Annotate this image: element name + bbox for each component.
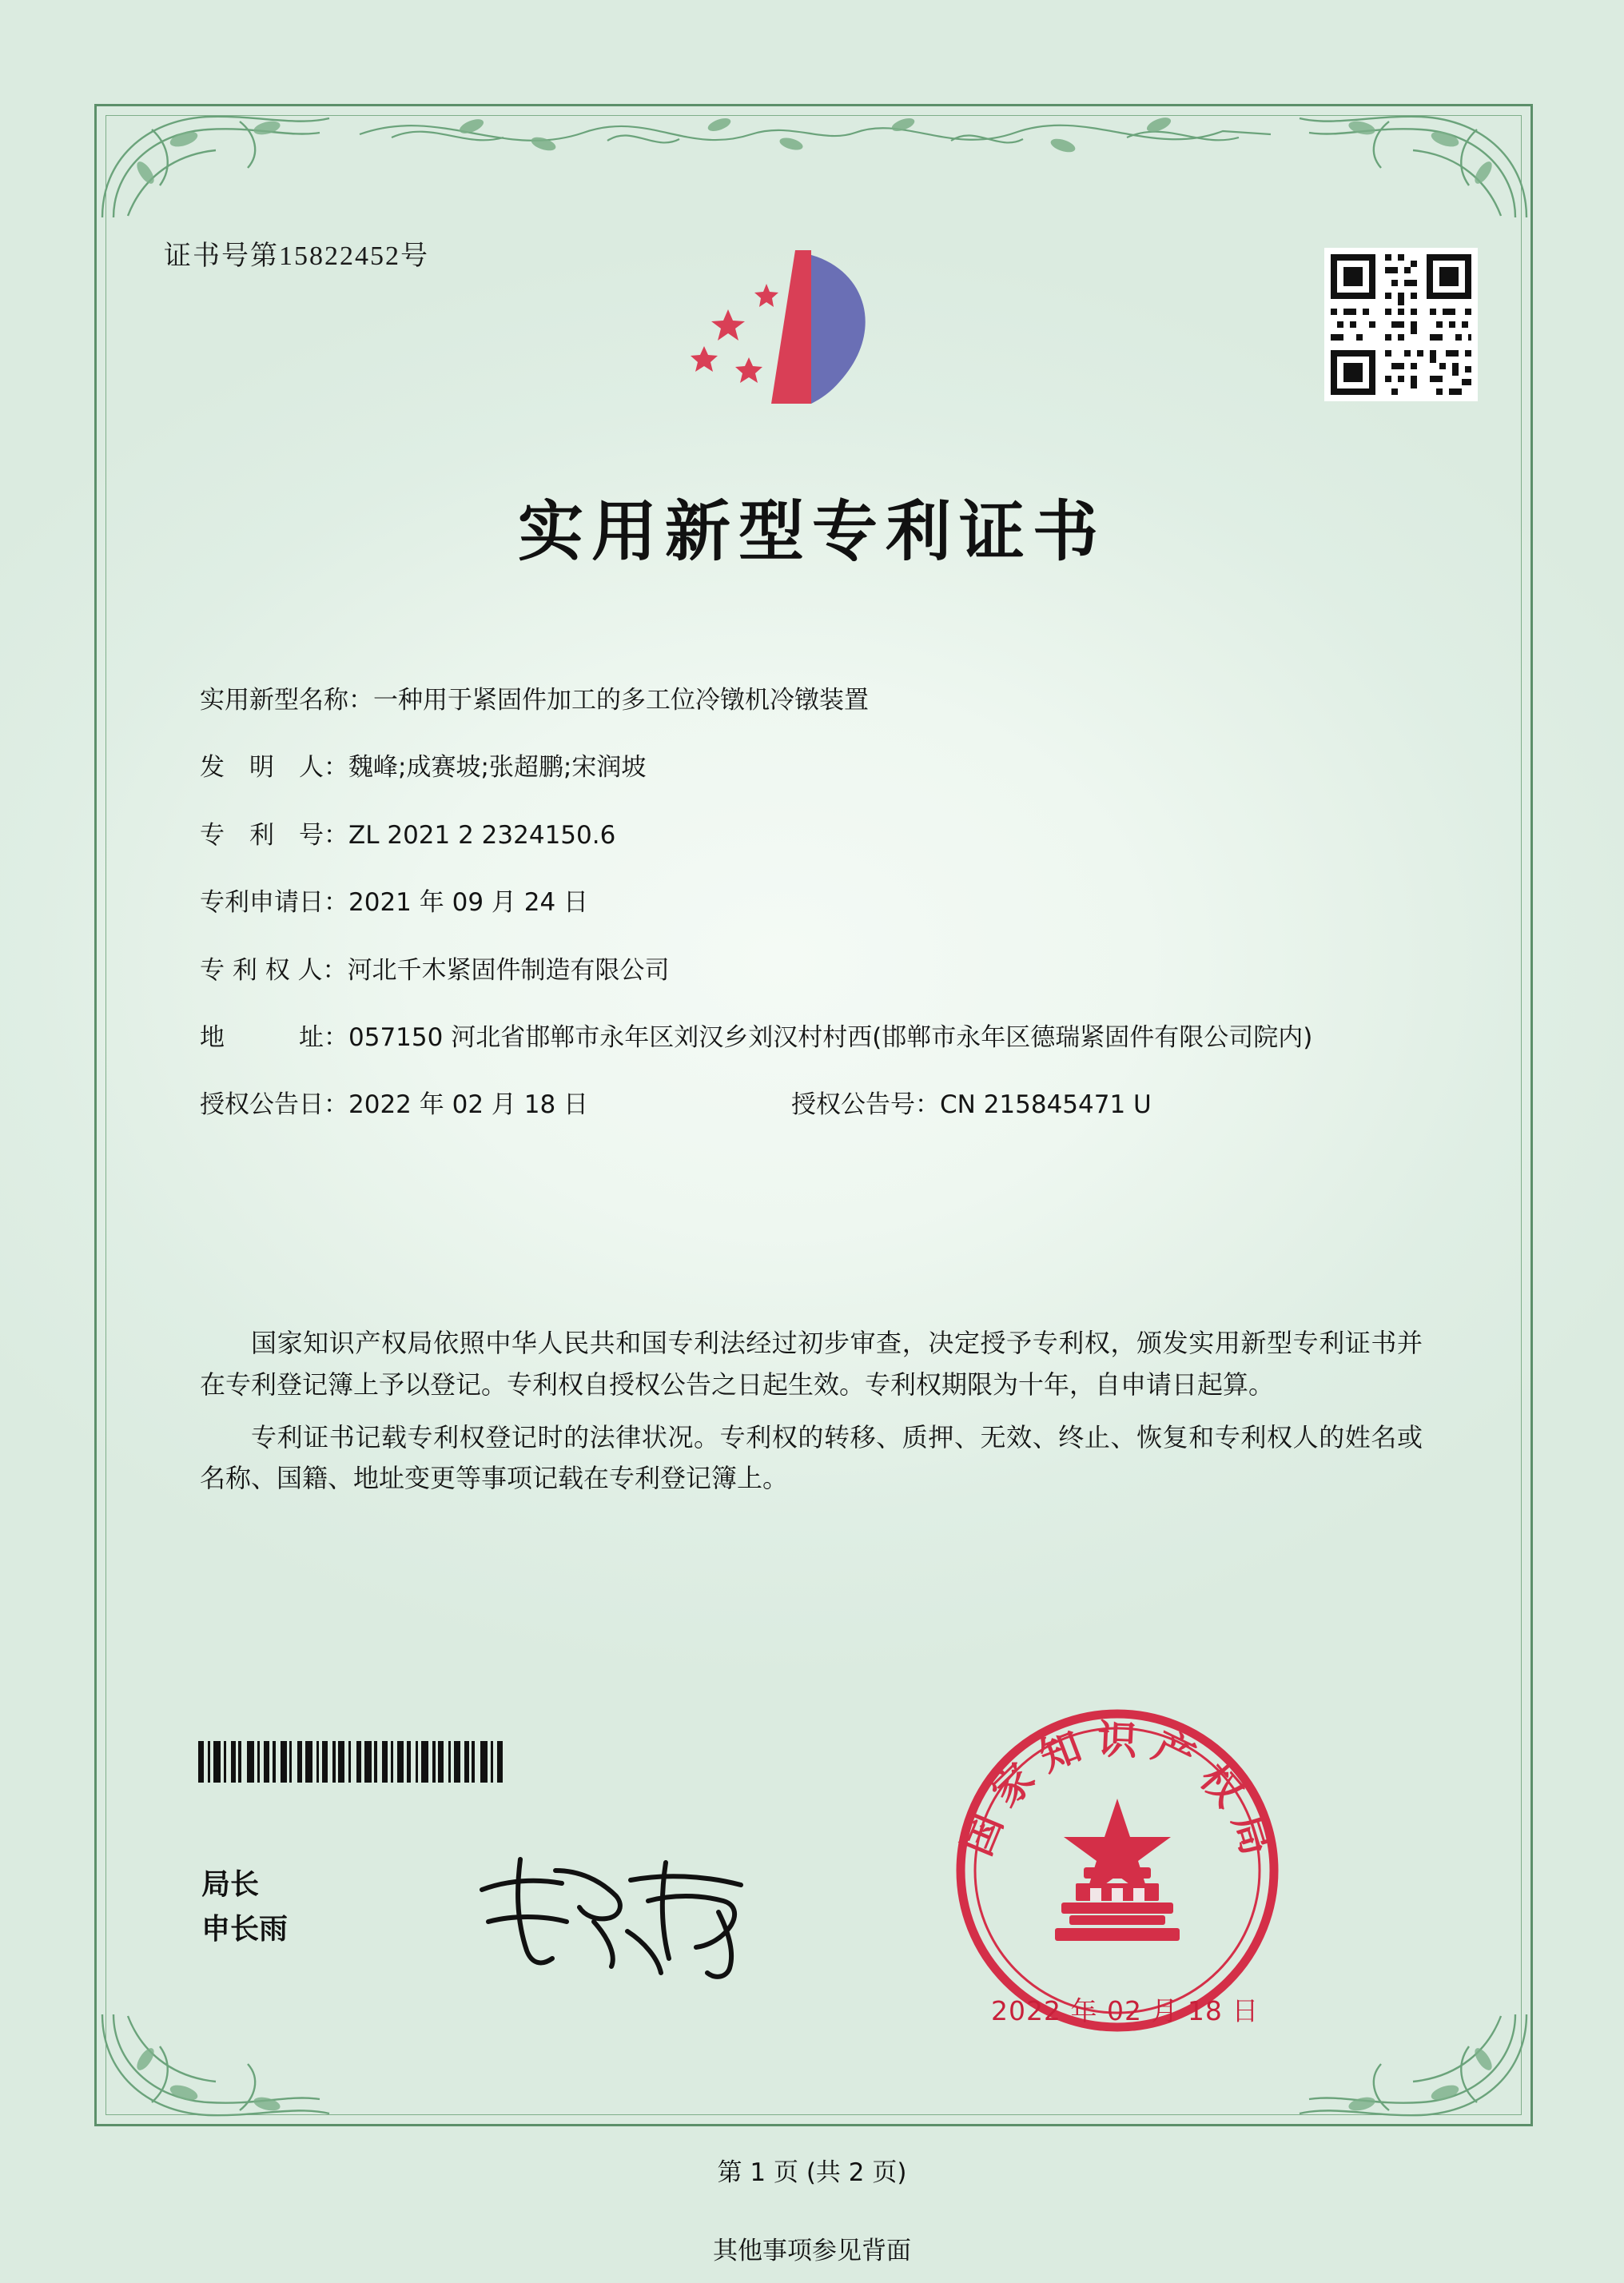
- grant-number-group: [791, 1088, 1447, 1122]
- page-title: 实用新型专利证书: [517, 494, 1106, 570]
- field-row-grant: [200, 1088, 1447, 1122]
- cnipa-logo-icon: [675, 236, 931, 428]
- grant-date-group: [200, 1088, 791, 1122]
- field-label: 授权公告号：: [791, 1090, 940, 1120]
- field-row-application-date: [200, 886, 1447, 920]
- field-row-inventors: [200, 751, 1447, 785]
- barcode-icon: [198, 1741, 630, 1783]
- paragraph: 专利证书记载专利权登记时的法律状况。专利权的转移、质押、无效、终止、恢复和专利权人的姓名或名称、国籍、地址变更等事项记载在专利登记簿上。: [200, 1421, 1423, 1494]
- official-red-seal-icon: [949, 1703, 1285, 2038]
- field-value: ZL 2021 2 2324150.6: [348, 820, 616, 850]
- field-label: 专 利 号：: [200, 820, 348, 850]
- page-number: 第 1 页 (共 2 页): [717, 2158, 907, 2187]
- field-value: 河北千木紧固件制造有限公司: [347, 955, 670, 985]
- field-label: 发 明 人：: [200, 753, 348, 783]
- field-value: CN 215845471 U: [940, 1090, 1152, 1120]
- field-label: 授权公告日：: [200, 1090, 348, 1120]
- handwritten-signature-icon: [460, 1839, 795, 1982]
- field-label: 专 利 权 人：: [200, 955, 348, 985]
- field-row-patentee: [200, 954, 1447, 988]
- paragraph: 国家知识产权局依照中华人民共和国专利法经过初步审查，决定授予专利权，颁发实用新型专利证书并在专利登记簿上予以登记。专利权自授权公告之日起生效。专利权期限为十年，自申请日起算。: [200, 1328, 1423, 1400]
- field-value: 魏峰;成赛坡;张超鹏;宋润坡: [348, 753, 647, 783]
- director-block: [201, 1863, 288, 1952]
- footer-note: 其他事项参见背面: [713, 2237, 911, 2265]
- field-label: 专利申请日：: [200, 888, 348, 918]
- qr-code-icon: [1324, 248, 1478, 401]
- field-row-patent-number: [200, 819, 1447, 853]
- certificate-number: 证书号第15822452号: [164, 241, 429, 271]
- svg-text:国家知识产权局: 国家知识产权局: [953, 1715, 1284, 1873]
- field-value: 057150 河北省邯郸市永年区刘汉乡刘汉村村西(邯郸市永年区德瑞紧固件有限公司院内): [348, 1022, 1313, 1052]
- field-label: 实用新型名称：: [200, 686, 373, 715]
- field-row-name: [200, 683, 1447, 718]
- fields-block: [200, 683, 1447, 1156]
- field-row-address: [200, 1021, 1447, 1055]
- director-label: 局长: [201, 1868, 260, 1901]
- director-name: 申长雨: [201, 1912, 289, 1946]
- field-value: 一种用于紧固件加工的多工位冷镦机冷镦装置: [373, 686, 869, 715]
- field-label: 地 址：: [200, 1022, 348, 1052]
- legal-text-block: [200, 1323, 1423, 1511]
- field-value: 2021 年 09 月 24 日: [348, 888, 589, 918]
- seal-date: 2022 年 02 月 18 日: [991, 1995, 1260, 2026]
- field-value: 2022 年 02 月 18 日: [348, 1090, 589, 1120]
